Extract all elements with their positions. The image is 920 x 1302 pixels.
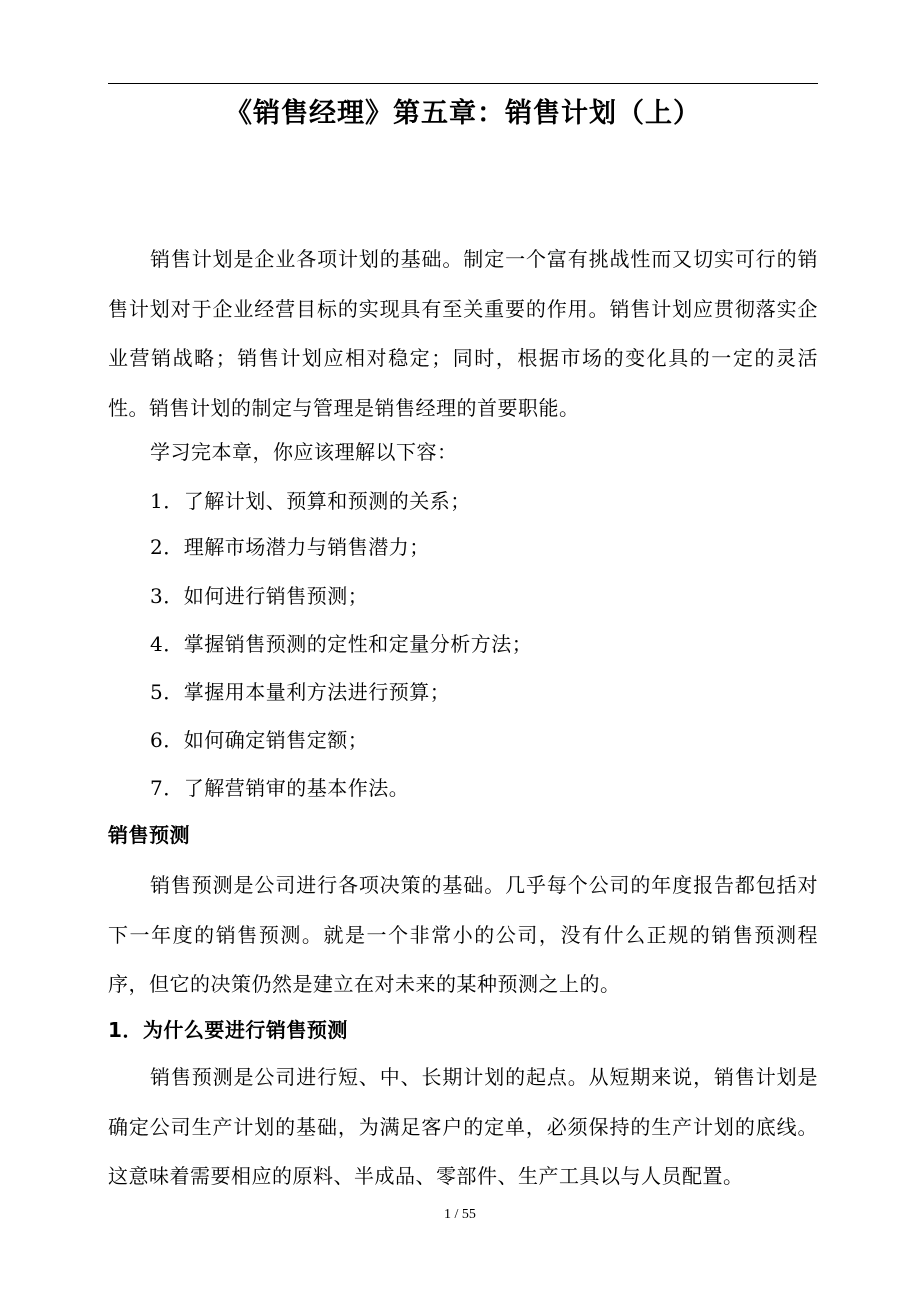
page-number: 1 / 55 bbox=[444, 1207, 476, 1222]
objective-item: 2．理解市场潜力与销售潜力； bbox=[150, 535, 430, 559]
objective-item: 7．了解营销审的基本作法。 bbox=[150, 776, 410, 800]
objective-item: 1．了解计划、预算和预测的关系； bbox=[150, 489, 471, 513]
objective-item: 5．掌握用本量利方法进行预算； bbox=[150, 680, 451, 704]
section-heading: 销售预测 bbox=[108, 823, 190, 847]
objective-item: 6．如何确定销售定额； bbox=[150, 728, 369, 752]
page-title: 《销售经理》第五章：销售计划（上） bbox=[225, 98, 701, 129]
intro-paragraph: 销售计划是企业各项计划的基础。制定一个富有挑战性而又切实可行的销售计划对于企业经营目标的实现具有至关重要的作用。销售计划应贯彻落实企业营销战略；销售计划应相对稳定；同时，根据市场的变化具的一定的灵活性。销售计划的制定与管理是销售经理的首要职能。 bbox=[108, 247, 818, 420]
subsection-paragraph: 销售预测是公司进行短、中、长期计划的起点。从短期来说，销售计划是确定公司生产计划的基础，为满足客户的定单，必须保持的生产计划的底线。这意味着需要相应的原料、半成品、零部件、生产工具以与人员配置。 bbox=[108, 1065, 818, 1188]
objectives-intro: 学习完本章，你应该理解以下容： bbox=[150, 440, 458, 464]
subsection-heading: 1．为什么要进行销售预测 bbox=[108, 1018, 348, 1042]
objective-item: 3．如何进行销售预测； bbox=[150, 584, 369, 608]
header-rule bbox=[108, 83, 818, 84]
objective-item: 4．掌握销售预测的定性和定量分析方法； bbox=[150, 632, 533, 656]
section-paragraph: 销售预测是公司进行各项决策的基础。几乎每个公司的年度报告都包括对下一年度的销售预测。就是一个非常小的公司，没有什么正规的销售预测程序，但它的决策仍然是建立在对未来的某种预测之上的。 bbox=[108, 873, 818, 996]
